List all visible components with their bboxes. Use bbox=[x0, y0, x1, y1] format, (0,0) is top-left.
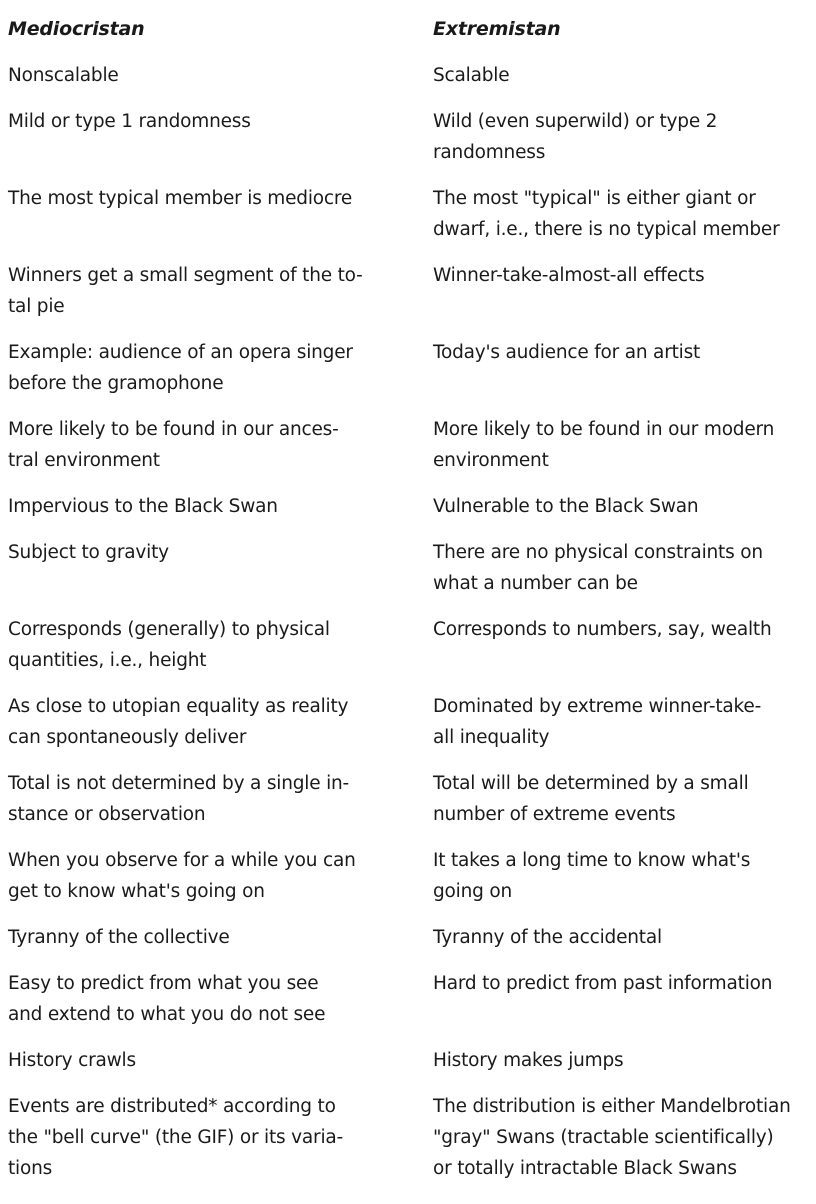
extremistan-cell: There are no physical constraints on what a number can be bbox=[433, 542, 763, 594]
extremistan-cell: Winner-take-almost-all effects bbox=[433, 265, 705, 286]
mediocristan-cell: Corresponds (generally) to physical quantities, i.e., height bbox=[8, 619, 330, 671]
extremistan-cell: It takes a long time to know what's going on bbox=[433, 850, 751, 902]
mediocristan-cell: Mild or type 1 randomness bbox=[8, 111, 251, 132]
extremistan-cell: Vulnerable to the Black Swan bbox=[433, 496, 699, 517]
mediocristan-cell: The most typical member is mediocre bbox=[8, 188, 353, 209]
mediocristan-cell: Tyranny of the collective bbox=[8, 927, 230, 948]
mediocristan-cell: As close to utopian equality as reality can spontaneously deliver bbox=[8, 696, 349, 748]
extremistan-cell: Wild (even superwild) or type 2 randomness bbox=[433, 111, 718, 163]
extremistan-cell: Corresponds to numbers, say, wealth bbox=[433, 619, 772, 640]
extremistan-cell: Total will be determined by a small number of extreme events bbox=[433, 773, 749, 825]
mediocristan-cell: Total is not determined by a single in- stance or observation bbox=[8, 773, 350, 825]
mediocristan-cell: Events are distributed* according to the "bell curve" (the GIF) or its varia- tions bbox=[8, 1096, 344, 1179]
comparison-table bbox=[8, 14, 808, 1199]
extremistan-cell: The most "typical" is either giant or dwarf, i.e., there is no typical member bbox=[433, 188, 780, 240]
extremistan-cell: History makes jumps bbox=[433, 1050, 624, 1071]
header-extremistan: Extremistan bbox=[433, 18, 561, 40]
header-mediocristan: Mediocristan bbox=[8, 18, 145, 40]
extremistan-cell: Scalable bbox=[433, 65, 510, 86]
extremistan-cell: More likely to be found in our modern environment bbox=[433, 419, 775, 471]
extremistan-cell: Dominated by extreme winner-take- all inequality bbox=[433, 696, 762, 748]
mediocristan-cell: Easy to predict from what you see and extend to what you do not see bbox=[8, 973, 326, 1025]
mediocristan-cell: Example: audience of an opera singer before the gramophone bbox=[8, 342, 353, 394]
extremistan-cell: Today's audience for an artist bbox=[433, 342, 701, 363]
mediocristan-cell: Winners get a small segment of the to- tal pie bbox=[8, 265, 363, 317]
mediocristan-cell: History crawls bbox=[8, 1050, 136, 1071]
extremistan-cell: Tyranny of the accidental bbox=[433, 927, 662, 948]
mediocristan-cell: Impervious to the Black Swan bbox=[8, 496, 278, 517]
mediocristan-cell: Nonscalable bbox=[8, 65, 119, 86]
mediocristan-cell: Subject to gravity bbox=[8, 542, 169, 563]
mediocristan-cell: More likely to be found in our ances- tral environment bbox=[8, 419, 339, 471]
extremistan-cell: The distribution is either Mandelbrotian "gray" Swans (tractable scientifically) or totally intractable Black Swans bbox=[433, 1096, 791, 1179]
mediocristan-cell: When you observe for a while you can get to know what's going on bbox=[8, 850, 356, 902]
extremistan-cell: Hard to predict from past information bbox=[433, 973, 773, 994]
